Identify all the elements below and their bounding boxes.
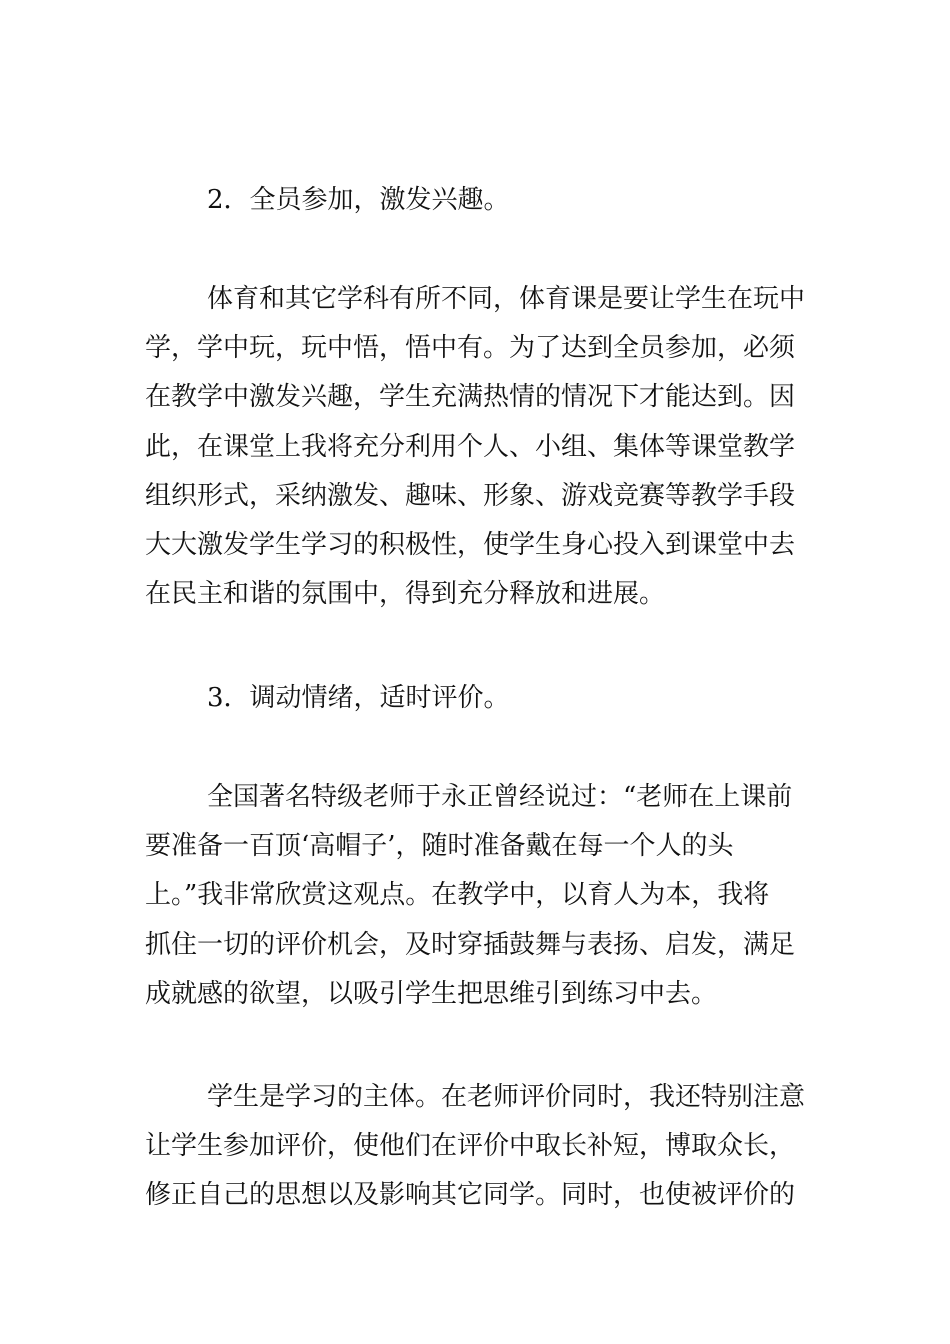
paragraph-line: 全国著名特级老师于永正曾经说过：“老师在上课前	[207, 782, 793, 812]
paragraph-line: 在民主和谐的氛围中，得到充分释放和进展。	[145, 579, 666, 610]
paragraph-3	[145, 1073, 805, 1221]
paragraph-line: 此，在课堂上我将充分利用个人、小组、集体等课堂教学	[145, 431, 796, 462]
paragraph-line: 上。”我非常欣赏这观点。在教学中，以育人为本，我将	[145, 880, 770, 911]
paragraph-line: 学，学中玩，玩中悟，悟中有。为了达到全员参加，必须	[145, 333, 796, 364]
section-heading-2: 2．全员参加，激发兴趣。	[207, 185, 510, 215]
paragraph-line: 修正自己的思想以及影响其它同学。同时，也使被评价的	[145, 1180, 796, 1211]
paragraph-line: 体育和其它学科有所不同，体育课是要让学生在玩中	[207, 284, 806, 314]
paragraph-line: 在教学中激发兴趣，学生充满热情的情况下才能达到。因	[145, 382, 796, 413]
paragraph-line: 组织形式，采纳激发、趣味、形象、游戏竞赛等教学手段	[145, 480, 796, 511]
paragraph-1	[145, 275, 805, 619]
paragraph-line: 成就感的欲望，以吸引学生把思维引到练习中去。	[145, 978, 718, 1009]
paragraph-line: 抓住一切的评价机会，及时穿插鼓舞与表扬、启发，满足	[145, 929, 796, 960]
paragraph-line: 大大激发学生学习的积极性，使学生身心投入到课堂中去	[145, 529, 796, 560]
paragraph-line: 让学生参加评价，使他们在评价中取长补短，博取众长，	[145, 1131, 796, 1162]
paragraph-2	[145, 773, 805, 1019]
paragraph-line: 要准备一百顶‘高帽子’，随时准备戴在每一个人的头	[145, 831, 734, 862]
paragraph-line: 学生是学习的主体。在老师评价同时，我还特别注意	[207, 1082, 806, 1112]
section-heading-3: 3．调动情绪，适时评价。	[207, 683, 510, 713]
